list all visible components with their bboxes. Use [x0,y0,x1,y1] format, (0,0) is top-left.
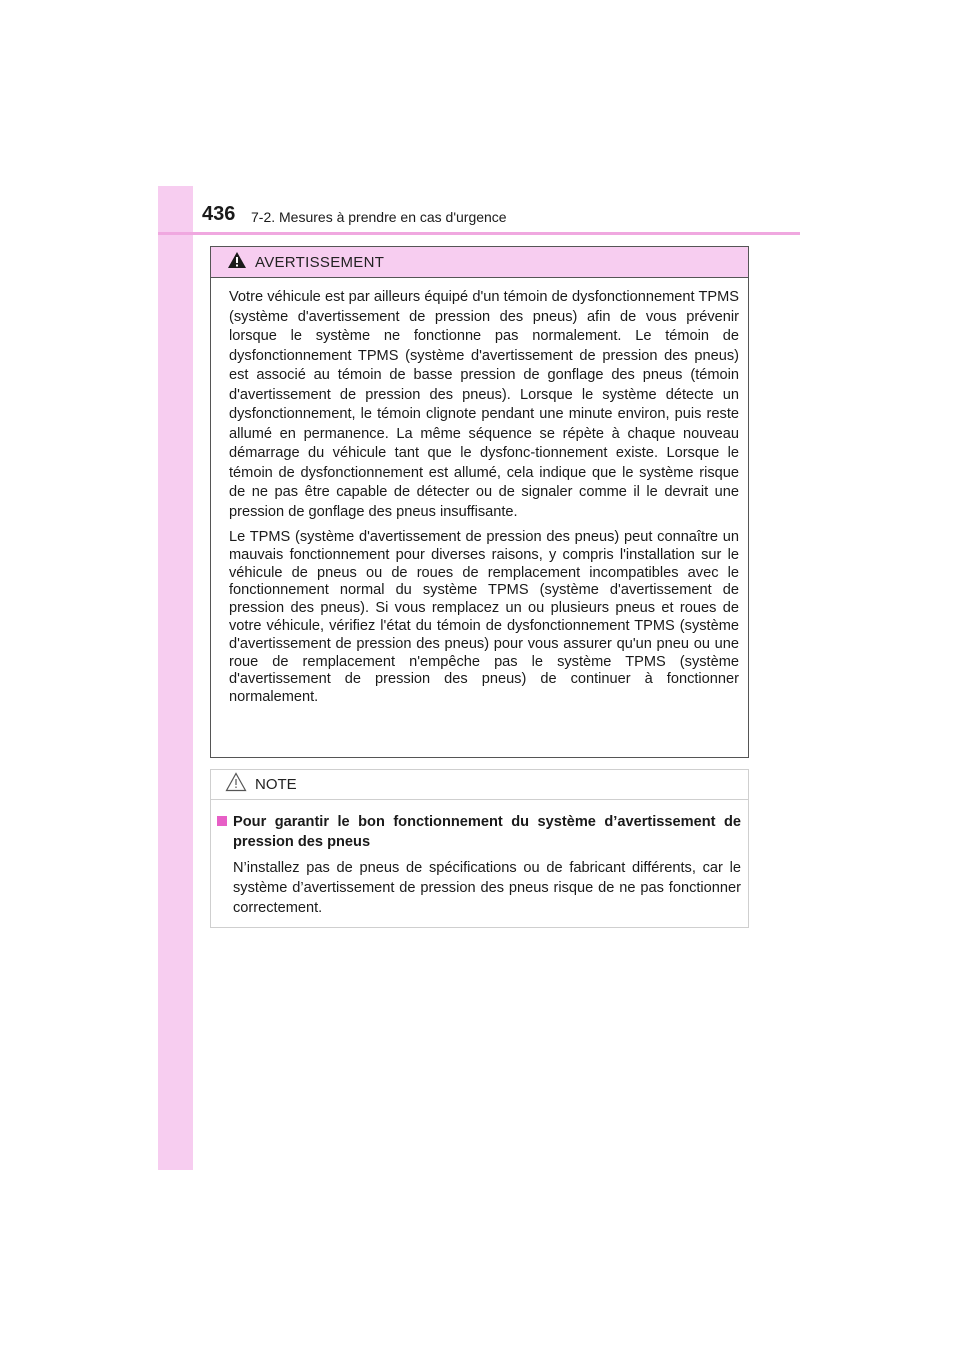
warning-title: AVERTISSEMENT [255,253,385,271]
note-header [211,770,748,800]
note-heading [215,812,741,852]
warning-paragraph-1: Votre véhicule est par ailleurs équipé d'un témoin de dysfonctionnement TPMS (système d'avertissement de pression des pneus) afin de vous prévenir lorsque le système ne fonctionne pas normalement. Le témoin de dysfonctionnement TPMS (système d'avertissement de pression des pneus) est associé au témoin de basse pression de gonflage des pneus (témoin d'avertissement de pression des pneus). Lorsque le système détecte un dysfonctionnement, le témoin clignote pendant une minute environ, puis reste allumé en permanence. La même séquence se répète à chaque nouveau démarrage du véhicule tant que le dysfonc-tionnement existe. Lorsque le témoin de dysfonctionnement est allumé, cela indique que le système risque de ne pas être capable de détecter ou de signaler comme il le devrait une pression de gonflage des pneus insuffisante. [229,289,739,520]
note-box [210,769,749,928]
note-heading-text: Pour garantir le bon fonctionnement du système d’avertissement de pression des pneus [233,814,741,850]
note-title: NOTE [255,776,297,793]
warning-box [210,246,749,758]
page-number: 436 [202,203,236,225]
note-body [211,800,748,918]
warning-triangle-outline-icon [225,772,247,797]
warning-triangle-filled-icon [227,251,247,274]
note-text: N’installez pas de pneus de spécifications ou de fabricant différents, car le système d’avertissement de pression des pneus risque de ne pas fonctionner correctement. [233,860,741,916]
header-rule [193,232,800,235]
header-band-rule [158,232,193,235]
warning-paragraph-2: Le TPMS (système d'avertissement de pression des pneus) peut connaître un mauvais fonctionnement pour diverses raisons, y compris l'installation sur le véhicule de pneus ou de roues de remplacement incompatibles avec le fonctionnement normal du système TPMS (système d'avertissement de pression des pneus). Si vous remplacez un ou plusieurs pneus et roues de votre véhicule, vérifiez l'état du témoin de dysfonctionnement TPMS (système d'avertissement de pression des pneus) pour vous assurer qu'un pneu ou une roue de remplacement n'empêche pas le système TPMS (système d'avertissement de pression des pneus) de continuer à fonctionner normalement. [229,529,739,706]
warning-body [211,278,748,707]
warning-header [211,247,748,278]
side-thumb-band [158,186,193,1170]
section-title: 7-2. Mesures à prendre en cas d'urgence [251,209,507,225]
square-bullet-icon [217,816,227,826]
